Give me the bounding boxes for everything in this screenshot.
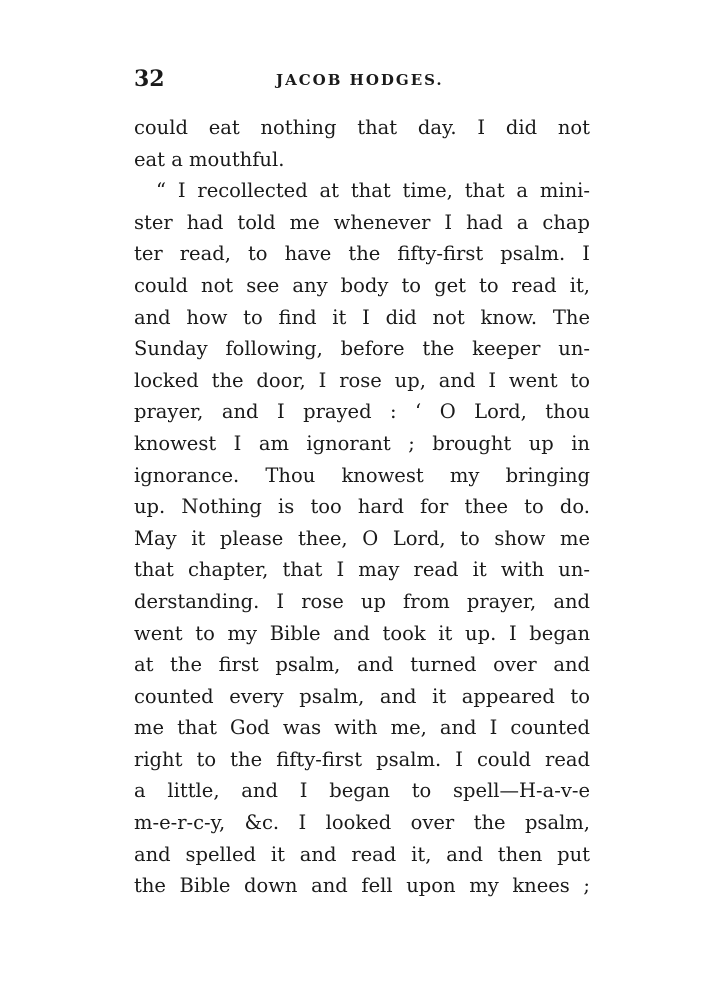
running-head: JACOB HODGES. <box>276 71 444 89</box>
page-header <box>134 66 590 96</box>
text-line: the Bible down and fell upon my knees ; <box>134 874 590 898</box>
text-line: went to my Bible and took it up. I began <box>134 621 590 645</box>
text-line: me that God was with me, and I counted <box>134 716 590 740</box>
text-line: locked the door, I rose up, and I went to <box>134 368 590 392</box>
text-line: m-e-r-c-y, &c. I looked over the psalm, <box>134 811 590 835</box>
text-line: ignorance. Thou knowest my bringing <box>134 463 590 487</box>
text-line: knowest I am ignorant ; brought up in <box>134 431 590 455</box>
text-line: Sunday following, before the keeper un- <box>134 337 590 361</box>
text-line: derstanding. I rose up from prayer, and <box>134 589 590 613</box>
text-line: May it please thee, O Lord, to show me <box>134 526 590 550</box>
text-line: a little, and I began to spell—H-a-v-e <box>134 779 590 803</box>
text-line: could not see any body to get to read it, <box>134 273 590 297</box>
text-line: and spelled it and read it, and then put <box>134 842 590 866</box>
text-line: counted every psalm, and it appeared to <box>134 684 590 708</box>
text-line: ster had told me whenever I had a chap <box>134 210 590 234</box>
text-line: could eat nothing that day. I did not <box>134 116 590 139</box>
text-line: right to the fifty-first psalm. I could read <box>134 747 590 771</box>
text-line: prayer, and I prayed : ‘ O Lord, thou <box>134 400 590 424</box>
text-line: and how to find it I did not know. The <box>134 305 590 329</box>
text-line: ter read, to have the fifty-first psalm. I <box>134 242 590 266</box>
text-line: up. Nothing is too hard for thee to do. <box>134 495 590 519</box>
body-text <box>134 112 590 902</box>
page-number: 32 <box>134 66 165 92</box>
text-line: that chapter, that I may read it with un- <box>134 558 590 582</box>
text-line: “ I recollected at that time, that a mini- <box>156 179 590 203</box>
text-line: eat a mouthful. <box>134 147 285 171</box>
text-line: at the first psalm, and turned over and <box>134 653 590 677</box>
